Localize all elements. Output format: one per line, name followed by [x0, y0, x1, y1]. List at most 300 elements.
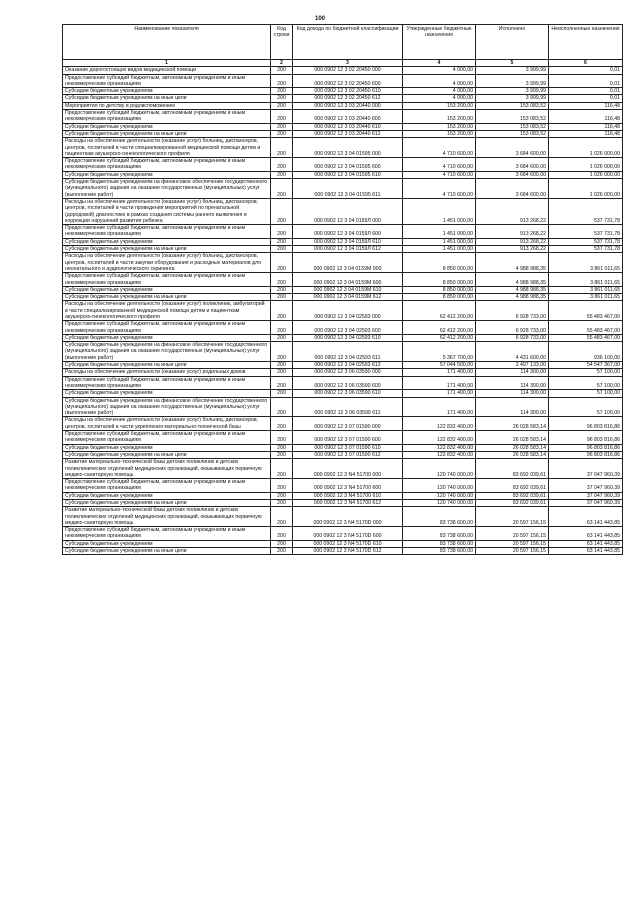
- row-name: Расходы на обеспечение деятельности (оказание услуг) родильных домов: [63, 369, 271, 376]
- row-approved: 62 412 200,00: [403, 301, 476, 321]
- row-name: Предоставление субсидий бюджетным, автономным учреждениям и иным некоммерческим организациям: [63, 110, 271, 124]
- row-unexecuted: 63 141 443,85: [549, 507, 623, 527]
- row-unexecuted: 116,48: [549, 123, 623, 130]
- row-code: 200: [271, 527, 293, 541]
- row-name: Субсидии бюджетным учреждениям на иные цели: [63, 362, 271, 369]
- row-executed: 83 692 039,61: [476, 500, 549, 507]
- row-approved: 5 367 700,00: [403, 342, 476, 362]
- row-code: 200: [271, 376, 293, 390]
- row-executed: 3 999,99: [476, 67, 549, 74]
- row-code: 200: [271, 74, 293, 88]
- row-executed: 6 928 733,00: [476, 301, 549, 321]
- row-executed: 83 692 039,61: [476, 479, 549, 493]
- row-unexecuted: 1 026 000,00: [549, 138, 623, 158]
- row-code: 200: [271, 171, 293, 178]
- row-executed: 913 268,22: [476, 198, 549, 224]
- row-executed: 4 988 988,35: [476, 253, 549, 273]
- row-kbk: 000 0902 12 3 04 0159Л 612: [293, 246, 403, 253]
- row-kbk: 000 0902 12 3 06 03590 610: [293, 390, 403, 397]
- table-row: [63, 273, 623, 287]
- row-code: 200: [271, 130, 293, 137]
- table-row: [63, 390, 623, 397]
- table-row: [63, 102, 623, 109]
- row-unexecuted: 0,01: [549, 95, 623, 102]
- row-kbk: 000 0902 12 3 03 20440 600: [293, 110, 403, 124]
- col-number: 6: [549, 60, 623, 67]
- row-name: Субсидии бюджетным учреждениям: [63, 492, 271, 499]
- row-executed: 114 300,00: [476, 397, 549, 417]
- row-kbk: 000 0902 12 3 N4 51700 000: [293, 459, 403, 479]
- table-row: [63, 321, 623, 335]
- row-unexecuted: 37 047 960,39: [549, 500, 623, 507]
- row-unexecuted: 0,01: [549, 88, 623, 95]
- row-name: Оказание дорогостоящих видов медицинской помощи: [63, 67, 271, 74]
- header-code: Код строки: [271, 25, 293, 60]
- row-code: 200: [271, 479, 293, 493]
- row-code: 200: [271, 273, 293, 287]
- row-kbk: 000 0902 12 3 04 0159М 600: [293, 273, 403, 287]
- row-code: 200: [271, 253, 293, 273]
- row-kbk: 000 0902 12 3 04 02593 600: [293, 321, 403, 335]
- table-row: [63, 123, 623, 130]
- table-row: [63, 74, 623, 88]
- table-row: [63, 342, 623, 362]
- row-name: Субсидии бюджетным учреждениям на иные цели: [63, 500, 271, 507]
- row-code: 200: [271, 138, 293, 158]
- row-kbk: 000 0902 12 3 04 01595 610: [293, 171, 403, 178]
- row-code: 200: [271, 158, 293, 172]
- row-name: Предоставление субсидий бюджетным, автономным учреждениям и иным некоммерческим организациям: [63, 431, 271, 445]
- row-approved: 153 200,00: [403, 110, 476, 124]
- row-executed: 3 684 600,00: [476, 158, 549, 172]
- row-code: 200: [271, 294, 293, 301]
- table-row: [63, 225, 623, 239]
- row-executed: 26 028 583,14: [476, 417, 549, 431]
- row-kbk: 000 0902 12 3 06 03590 611: [293, 397, 403, 417]
- row-name: Предоставление субсидий бюджетным, автономным учреждениям и иным некоммерческим организациям: [63, 376, 271, 390]
- row-kbk: 000 0902 12 3 04 0159Л 000: [293, 198, 403, 224]
- row-executed: 3 999,99: [476, 95, 549, 102]
- row-approved: 171 400,00: [403, 369, 476, 376]
- row-executed: 20 597 156,15: [476, 527, 549, 541]
- row-code: 200: [271, 198, 293, 224]
- row-code: 200: [271, 451, 293, 458]
- row-approved: 122 832 400,00: [403, 444, 476, 451]
- row-approved: 120 740 000,00: [403, 479, 476, 493]
- row-executed: 2 497 133,00: [476, 362, 549, 369]
- row-unexecuted: 37 047 960,39: [549, 492, 623, 499]
- row-unexecuted: 55 483 467,00: [549, 301, 623, 321]
- row-code: 200: [271, 540, 293, 547]
- row-unexecuted: 3 861 011,65: [549, 273, 623, 287]
- row-unexecuted: 55 483 467,00: [549, 321, 623, 335]
- row-kbk: 000 0902 12 3 N4 5170D 000: [293, 507, 403, 527]
- row-name: Предоставление субсидий бюджетным, автономным учреждениям и иным некоммерческим организациям: [63, 74, 271, 88]
- row-kbk: 000 0902 12 3 04 02593 610: [293, 334, 403, 341]
- row-code: 200: [271, 110, 293, 124]
- row-unexecuted: 3 861 011,65: [549, 294, 623, 301]
- row-kbk: 000 0902 12 3 04 0159Л 600: [293, 225, 403, 239]
- row-kbk: 000 0902 12 3 03 20440 000: [293, 102, 403, 109]
- row-kbk: 000 0902 12 3 04 0159Л 610: [293, 238, 403, 245]
- table-row: [63, 95, 623, 102]
- row-name: Расходы на обеспечение деятельности (оказание услуг) поликлиник, амбулаторий в части специализированной медицинской помощи детям и пациенткам акушерско-гинекологического профиля: [63, 301, 271, 321]
- row-kbk: 000 0902 12 3 N4 5170D 610: [293, 540, 403, 547]
- row-code: 200: [271, 362, 293, 369]
- table-row: [63, 110, 623, 124]
- col-number: 1: [63, 60, 271, 67]
- row-approved: 62 412 200,00: [403, 334, 476, 341]
- row-approved: 62 412 200,00: [403, 321, 476, 335]
- row-unexecuted: 96 803 816,86: [549, 444, 623, 451]
- table-row: [63, 179, 623, 199]
- col-number: 3: [293, 60, 403, 67]
- table-row: [63, 527, 623, 541]
- row-name: Расходы на обеспечение деятельности (оказание услуг) больниц, диспансеров, центров, госпиталей в части проведения мероприятий по пренатальной (дородовой) диагностике в рамках создания системы раннего выявления и коррекции нарушений развития ребенка: [63, 198, 271, 224]
- row-approved: 8 850 000,00: [403, 294, 476, 301]
- row-name: Расходы на обеспечение деятельности (оказание услуг) больниц, диспансеров, центров, госпиталей в части закупки оборудования и расходных материалов для неонатального и аудиологического скрининга: [63, 253, 271, 273]
- row-code: 200: [271, 459, 293, 479]
- row-approved: 153 200,00: [403, 130, 476, 137]
- table-row: [63, 138, 623, 158]
- row-code: 200: [271, 286, 293, 293]
- table-row: [63, 158, 623, 172]
- row-name: Субсидии бюджетным учреждениям на иные цели: [63, 294, 271, 301]
- budget-execution-table: [62, 24, 623, 555]
- table-row: [63, 334, 623, 341]
- row-name: Субсидии бюджетным учреждениям: [63, 540, 271, 547]
- row-executed: 83 692 039,61: [476, 492, 549, 499]
- row-approved: 83 738 600,00: [403, 540, 476, 547]
- row-unexecuted: 1 026 000,00: [549, 158, 623, 172]
- row-kbk: 000 0902 12 3 04 0159М 610: [293, 286, 403, 293]
- row-code: 200: [271, 507, 293, 527]
- row-kbk: 000 0902 12 3 07 01590 000: [293, 417, 403, 431]
- row-kbk: 000 0902 12 3 03 20440 612: [293, 130, 403, 137]
- row-unexecuted: 96 803 816,86: [549, 417, 623, 431]
- row-name: Субсидии бюджетным учреждениям: [63, 88, 271, 95]
- row-approved: 122 832 400,00: [403, 451, 476, 458]
- row-executed: 26 028 583,14: [476, 431, 549, 445]
- row-approved: 171 400,00: [403, 397, 476, 417]
- row-kbk: 000 0902 12 3 N4 5170D 612: [293, 548, 403, 555]
- table-row: [63, 369, 623, 376]
- row-unexecuted: 936 100,00: [549, 342, 623, 362]
- row-name: Развитие материально-технической базы детских поликлиник и детских поликлинических отделений медицинских организаций, оказывающих первичную медико-санитарную помощь: [63, 507, 271, 527]
- row-unexecuted: 63 141 443,85: [549, 548, 623, 555]
- table-row: [63, 238, 623, 245]
- row-executed: 3 684 600,00: [476, 179, 549, 199]
- row-executed: 4 988 988,35: [476, 294, 549, 301]
- table-row: [63, 88, 623, 95]
- table-row: [63, 479, 623, 493]
- row-unexecuted: 0,01: [549, 67, 623, 74]
- row-kbk: 000 0902 12 3 02 20450 600: [293, 74, 403, 88]
- row-approved: 4 000,00: [403, 74, 476, 88]
- header-name: Наименование показателя: [63, 25, 271, 60]
- row-executed: 3 684 600,00: [476, 138, 549, 158]
- col-number: 4: [403, 60, 476, 67]
- row-name: Предоставление субсидий бюджетным, автономным учреждениям и иным некоммерческим организациям: [63, 527, 271, 541]
- row-kbk: 000 0902 12 3 04 02593 612: [293, 362, 403, 369]
- row-kbk: 000 0902 12 3 04 02593 611: [293, 342, 403, 362]
- row-code: 200: [271, 397, 293, 417]
- row-name: Субсидии бюджетным учреждениям на иные цели: [63, 246, 271, 253]
- row-approved: 4 000,00: [403, 67, 476, 74]
- row-kbk: 000 0902 12 3 N4 51700 612: [293, 500, 403, 507]
- col-number: 5: [476, 60, 549, 67]
- row-name: Субсидии бюджетным учреждениям: [63, 286, 271, 293]
- row-unexecuted: 63 141 443,85: [549, 540, 623, 547]
- row-executed: 20 597 156,15: [476, 507, 549, 527]
- row-unexecuted: 537 731,78: [549, 238, 623, 245]
- header-row: [63, 25, 623, 60]
- row-approved: 8 850 000,00: [403, 273, 476, 287]
- table-row: [63, 500, 623, 507]
- row-code: 200: [271, 548, 293, 555]
- row-executed: 114 300,00: [476, 390, 549, 397]
- row-code: 200: [271, 246, 293, 253]
- row-executed: 26 028 583,14: [476, 444, 549, 451]
- row-executed: 6 928 733,00: [476, 321, 549, 335]
- table-row: [63, 286, 623, 293]
- row-executed: 4 988 988,35: [476, 273, 549, 287]
- row-approved: 122 832 400,00: [403, 417, 476, 431]
- column-number-row: [63, 60, 623, 67]
- table-row: [63, 198, 623, 224]
- row-code: 200: [271, 123, 293, 130]
- row-unexecuted: 537 731,78: [549, 198, 623, 224]
- table-row: [63, 540, 623, 547]
- header-kbk: Код дохода по бюджетной классификации: [293, 25, 403, 60]
- row-approved: 120 740 000,00: [403, 459, 476, 479]
- row-name: Субсидии бюджетным учреждениям на иные цели: [63, 548, 271, 555]
- row-kbk: 000 0902 12 3 03 20440 610: [293, 123, 403, 130]
- row-executed: 114 300,00: [476, 376, 549, 390]
- row-approved: 171 400,00: [403, 376, 476, 390]
- row-kbk: 000 0902 12 3 04 02593 000: [293, 301, 403, 321]
- row-kbk: 000 0902 12 3 02 20450 000: [293, 67, 403, 74]
- row-code: 200: [271, 88, 293, 95]
- row-executed: 20 597 156,15: [476, 548, 549, 555]
- header-unexecuted: Неисполненные назначения: [549, 25, 623, 60]
- table-row: [63, 459, 623, 479]
- row-unexecuted: 37 047 960,39: [549, 459, 623, 479]
- row-approved: 153 200,00: [403, 102, 476, 109]
- row-kbk: 000 0902 12 3 02 20450 612: [293, 95, 403, 102]
- row-name: Субсидии бюджетным учреждениям: [63, 390, 271, 397]
- row-code: 200: [271, 431, 293, 445]
- row-code: 200: [271, 444, 293, 451]
- row-approved: 1 451 000,00: [403, 238, 476, 245]
- row-kbk: 000 0902 12 3 07 01590 600: [293, 431, 403, 445]
- row-executed: 3 684 600,00: [476, 171, 549, 178]
- row-kbk: 000 0902 12 3 06 03590 600: [293, 376, 403, 390]
- row-executed: 4 431 600,00: [476, 342, 549, 362]
- row-approved: 120 740 000,00: [403, 492, 476, 499]
- row-name: Мероприятия по детству и родовспоможению: [63, 102, 271, 109]
- row-name: Предоставление субсидий бюджетным, автономным учреждениям и иным некоммерческим организациям: [63, 158, 271, 172]
- header-executed: Исполнено: [476, 25, 549, 60]
- row-unexecuted: 1 026 000,00: [549, 179, 623, 199]
- row-executed: 913 268,22: [476, 225, 549, 239]
- row-code: 200: [271, 321, 293, 335]
- row-kbk: 000 0902 12 3 04 01595 611: [293, 179, 403, 199]
- table-row: [63, 301, 623, 321]
- row-approved: 83 738 600,00: [403, 507, 476, 527]
- table-row: [63, 253, 623, 273]
- row-executed: 114 300,00: [476, 369, 549, 376]
- table-row: [63, 130, 623, 137]
- row-name: Субсидии бюджетным учреждениям на финансовое обеспечение государственного (муниципального) задания на оказание государственных (муниципальных) услуг (выполнение работ): [63, 397, 271, 417]
- row-unexecuted: 57 100,00: [549, 369, 623, 376]
- row-executed: 6 928 733,00: [476, 334, 549, 341]
- row-code: 200: [271, 225, 293, 239]
- row-kbk: 000 0902 12 3 N4 51700 610: [293, 492, 403, 499]
- row-unexecuted: 57 100,00: [549, 376, 623, 390]
- table-row: [63, 507, 623, 527]
- row-code: 200: [271, 342, 293, 362]
- row-executed: 153 083,52: [476, 102, 549, 109]
- row-executed: 153 083,52: [476, 110, 549, 124]
- row-approved: 8 850 000,00: [403, 253, 476, 273]
- row-executed: 3 999,99: [476, 88, 549, 95]
- row-kbk: 000 0902 12 3 07 01590 610: [293, 444, 403, 451]
- row-name: Предоставление субсидий бюджетным, автономным учреждениям и иным некоммерческим организациям: [63, 273, 271, 287]
- row-name: Субсидии бюджетным учреждениям: [63, 444, 271, 451]
- row-kbk: 000 0902 12 3 04 01595 600: [293, 158, 403, 172]
- row-code: 200: [271, 301, 293, 321]
- row-code: 200: [271, 102, 293, 109]
- row-unexecuted: 3 861 011,65: [549, 286, 623, 293]
- table-row: [63, 492, 623, 499]
- table-row: [63, 376, 623, 390]
- row-executed: 913 268,22: [476, 246, 549, 253]
- row-approved: 4 710 600,00: [403, 158, 476, 172]
- header-approved: Утвержденные бюджетные назначения: [403, 25, 476, 60]
- row-approved: 1 451 000,00: [403, 198, 476, 224]
- table-row: [63, 246, 623, 253]
- row-approved: 171 400,00: [403, 390, 476, 397]
- row-unexecuted: 96 803 816,86: [549, 451, 623, 458]
- row-unexecuted: 537 731,78: [549, 246, 623, 253]
- row-unexecuted: 57 100,00: [549, 390, 623, 397]
- row-name: Субсидии бюджетным учреждениям на иные цели: [63, 95, 271, 102]
- row-unexecuted: 116,48: [549, 102, 623, 109]
- col-number: 2: [271, 60, 293, 67]
- row-executed: 83 692 039,61: [476, 459, 549, 479]
- row-kbk: 000 0902 12 3 N4 51700 600: [293, 479, 403, 493]
- table-row: [63, 444, 623, 451]
- row-name: Субсидии бюджетным учреждениям на финансовое обеспечение государственного (муниципального) задания на оказание государственных (муниципальных) услуг (выполнение работ): [63, 342, 271, 362]
- row-name: Предоставление субсидий бюджетным, автономным учреждениям и иным некоммерческим организациям: [63, 321, 271, 335]
- row-executed: 153 083,52: [476, 123, 549, 130]
- row-name: Субсидии бюджетным учреждениям: [63, 123, 271, 130]
- row-approved: 83 738 600,00: [403, 527, 476, 541]
- table-row: [63, 294, 623, 301]
- row-kbk: 000 0902 12 3 02 20450 610: [293, 88, 403, 95]
- row-approved: 83 738 600,00: [403, 548, 476, 555]
- row-approved: 4 000,00: [403, 88, 476, 95]
- row-kbk: 000 0902 12 3 06 03590 000: [293, 369, 403, 376]
- row-code: 200: [271, 67, 293, 74]
- row-name: Расходы на обеспечение деятельности (оказание услуг) больниц, диспансеров, центров, госпиталей в части специализированной медицинской помощи детям и пациенткам акушерско-гинекологического профиля: [63, 138, 271, 158]
- row-approved: 4 710 600,00: [403, 138, 476, 158]
- row-name: Предоставление субсидий бюджетным, автономным учреждениям и иным некоммерческим организациям: [63, 225, 271, 239]
- row-unexecuted: 63 141 443,85: [549, 527, 623, 541]
- row-kbk: 000 0902 12 3 04 0159М 000: [293, 253, 403, 273]
- row-code: 200: [271, 334, 293, 341]
- row-unexecuted: 0,01: [549, 74, 623, 88]
- row-name: Субсидии бюджетным учреждениям: [63, 171, 271, 178]
- row-name: Расходы на обеспечение деятельности (оказание услуг) больниц, диспансеров, центров, госпиталей в части укрепления материально-технической базы: [63, 417, 271, 431]
- row-executed: 3 999,99: [476, 74, 549, 88]
- row-name: Субсидии бюджетным учреждениям на иные цели: [63, 130, 271, 137]
- row-name: Субсидии бюджетным учреждениям: [63, 238, 271, 245]
- row-name: Субсидии бюджетным учреждениям на финансовое обеспечение государственного (муниципального) задания на оказание государственных (муниципальных) услуг (выполнение работ): [63, 179, 271, 199]
- table-row: [63, 171, 623, 178]
- row-executed: 913 268,22: [476, 238, 549, 245]
- table-row: [63, 417, 623, 431]
- row-approved: 57 044 500,00: [403, 362, 476, 369]
- row-code: 200: [271, 390, 293, 397]
- page-number: 100: [314, 16, 325, 22]
- row-executed: 20 597 156,15: [476, 540, 549, 547]
- row-executed: 26 028 583,14: [476, 451, 549, 458]
- row-unexecuted: 116,48: [549, 130, 623, 137]
- row-approved: 1 451 000,00: [403, 225, 476, 239]
- row-unexecuted: 1 026 000,00: [549, 171, 623, 178]
- row-unexecuted: 3 861 011,65: [549, 253, 623, 273]
- row-approved: 1 451 000,00: [403, 246, 476, 253]
- table-row: [63, 451, 623, 458]
- row-kbk: 000 0902 12 3 N4 5170D 600: [293, 527, 403, 541]
- row-kbk: 000 0902 12 3 04 01595 000: [293, 138, 403, 158]
- row-name: Предоставление субсидий бюджетным, автономным учреждениям и иным некоммерческим организациям: [63, 479, 271, 493]
- row-code: 200: [271, 238, 293, 245]
- row-name: Развитие материально-технической базы детских поликлиник и детских поликлинических отделений медицинских организаций, оказывающих первичную медико-санитарную помощь: [63, 459, 271, 479]
- row-unexecuted: 54 547 367,00: [549, 362, 623, 369]
- table-row: [63, 548, 623, 555]
- row-approved: 4 710 600,00: [403, 171, 476, 178]
- table-row: [63, 362, 623, 369]
- row-unexecuted: 55 483 467,00: [549, 334, 623, 341]
- row-name: Субсидии бюджетным учреждениям: [63, 334, 271, 341]
- row-kbk: 000 0902 12 3 07 01590 612: [293, 451, 403, 458]
- row-unexecuted: 57 100,00: [549, 397, 623, 417]
- row-executed: 4 988 988,35: [476, 286, 549, 293]
- row-approved: 122 832 400,00: [403, 431, 476, 445]
- row-unexecuted: 537 731,78: [549, 225, 623, 239]
- row-approved: 120 740 000,00: [403, 500, 476, 507]
- table-row: [63, 397, 623, 417]
- table-row: [63, 431, 623, 445]
- row-approved: 4 710 600,00: [403, 179, 476, 199]
- row-unexecuted: 116,48: [549, 110, 623, 124]
- row-code: 200: [271, 369, 293, 376]
- row-code: 200: [271, 179, 293, 199]
- row-kbk: 000 0902 12 3 04 0159М 612: [293, 294, 403, 301]
- row-executed: 153 083,52: [476, 130, 549, 137]
- row-unexecuted: 96 803 816,86: [549, 431, 623, 445]
- row-code: 200: [271, 492, 293, 499]
- row-approved: 4 000,00: [403, 95, 476, 102]
- row-name: Субсидии бюджетным учреждениям на иные цели: [63, 451, 271, 458]
- row-approved: 8 850 000,00: [403, 286, 476, 293]
- row-code: 200: [271, 417, 293, 431]
- row-code: 200: [271, 95, 293, 102]
- table-row: [63, 67, 623, 74]
